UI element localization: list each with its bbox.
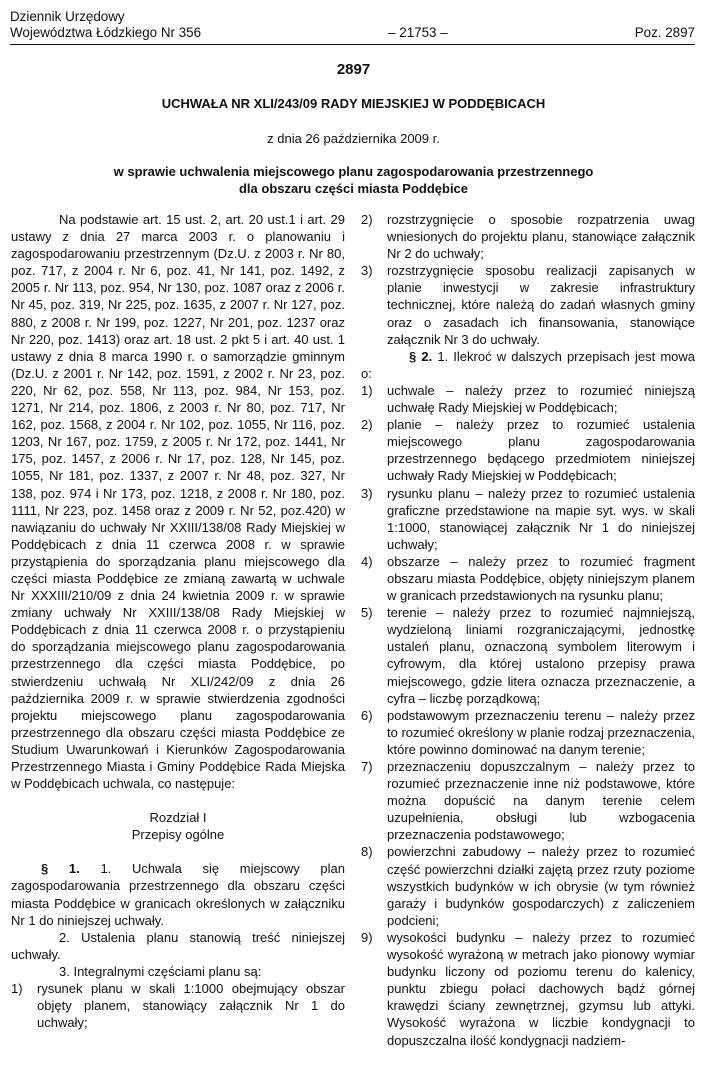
chapter-label: Rozdział I	[149, 810, 207, 826]
list-item-number: 8)	[361, 844, 373, 860]
list-item	[361, 553, 695, 604]
list-item-number: 1)	[11, 981, 23, 997]
list-item-text: powierzchni zabudowy – należy przez to rozumieć część powierzchni działki zajętą przez rzuty poziome wszystkich budynków w ich obrysie (w tym również garaży i budynków gospodarczych) z zaliczeniem podcieni;	[387, 844, 695, 928]
list-item-text: rozstrzygnięcie o sposobie rozpatrzenia uwag wniesionych do projektu planu, stanowiące załącznik Nr 2 do uchwały;	[387, 212, 695, 262]
resolution-title: UCHWAŁA NR XLI/243/09 RADY MIEJSKIEJ W PODDĘBICACH	[161, 96, 546, 111]
header-rule	[10, 44, 695, 45]
section-1-paragraph-2: 2. Ustalenia planu stanowią treść niniejszej uchwały.	[11, 929, 345, 962]
page-header	[10, 9, 695, 41]
section-2-mark: § 2.	[409, 348, 433, 364]
list-item-text: uchwale – należy przez to rozumieć niniejszą uchwałę Rady Miejskiej w Poddębicach;	[387, 382, 695, 416]
right-column	[361, 211, 695, 1049]
list-item	[361, 929, 695, 1049]
list-item	[11, 980, 345, 1031]
list-item-number: 3)	[361, 485, 373, 501]
list-item-number: 4)	[361, 553, 373, 569]
list-item-number: 5)	[361, 605, 373, 621]
list-item-text: podstawowym przeznaczeniu terenu – należy przez to rozumieć określony w planie rodzaj przeznaczenia, które powinno dominować na danym terenie;	[387, 707, 695, 757]
list-item-number: 3)	[361, 263, 373, 279]
chapter-title: Przepisy ogólne	[131, 827, 225, 843]
header-row	[10, 25, 695, 41]
list-item-text: obszarze – należy przez to rozumieć fragment obszaru miasta Poddębice, objęty niniejszym planem w granicach przedstawionych na rysunku planu;	[387, 553, 695, 604]
list-item	[361, 262, 695, 347]
preamble: Na podstawie art. 15 ust. 2, art. 20 ust.1 i art. 29 ustawy z dnia 27 marca 2003 r. o planowaniu i zagospodarowaniu przestrzennym (Dz.U. z 2003 r. Nr 80, poz. 717, z 2004 r. Nr 6, poz. 41, Nr 141, poz. 1492, z 2005 r. Nr 113, poz. 954, Nr 130, poz. 1087 oraz z 2006 r. Nr 45, poz. 319, Nr 225, poz. 1635, z 2007 r. Nr 127, poz. 880, z 2008 r. Nr 199, poz. 1227, Nr 201, poz. 1237 oraz Nr 220, poz. 1413) oraz art. 18 ust. 2 pkt 5 i art. 40 ust. 1 ustawy z dnia 8 marca 1990 r. o samorządzie gminnym (Dz.U. z 2001 r. Nr 142, poz. 1591, z 2002 r. Nr 23, poz. 220, Nr 62, poz. 558, Nr 113, poz. 984, Nr 153, poz. 1271, Nr 214, poz. 1806, z 2003 r. Nr 80, poz. 717, Nr 162, poz. 1568, z 2004 r. Nr 102, poz. 1055, Nr 116, poz. 1203, Nr 167, poz. 1759, z 2005 r. Nr 172, poz. 1441, Nr 175, poz. 1457, z 2006 r. Nr 17, poz. 128, Nr 145, poz. 1055, Nr 181, poz. 1337, z 2007 r. Nr 48, poz. 327, Nr 138, poz. 974 i Nr 173, poz. 1218, z 2008 r. Nr 180, poz. 1111, Nr 223, poz. 1458 oraz z 2009 r. Nr 52, poz.420) w nawiązaniu do uchwały Nr XXIII/138/08 Rady Miejskiej w Poddębicach z dnia 11 czerwca 2008 r. w sprawie przystąpienia do sporządzania planu miejscowego dla części miasta Poddębice ze zmianą zawartą w uchwale Nr XXXIII/210/09 z dnia 24 kwietnia 2009 r. w sprawie zmiany uchwały Nr XXIII/138/08 Rady Miejskiej w Poddębicach z dnia 11 czerwca 2008 r. o przystąpieniu do sporządzania miejscowego planu zagospodarowania przestrzennego dla części miasta Poddębice, po stwierdzeniu uchwałą Nr XLI/242/09 z dnia 26 października 2009 r. w sprawie stwierdzenia zgodności projektu miejscowego planu zagospodarowania przestrzennego dla obszaru części miasta Poddębice ze Studium Uwarunkowań i Kierunków Zagospodarowania Przestrzennego Miasta i Gminy Poddębice Rada Miejska w Poddębicach uchwala, co następuje:	[11, 212, 345, 792]
subject-line-2: dla obszaru części miasta Poddębice	[238, 181, 469, 196]
section-1	[11, 860, 345, 928]
list-item	[361, 707, 695, 758]
list-item-text: rysunku planu – należy przez to rozumieć ustalenia graficzne przedstawione na mapie syt. wys. w skali 1:1000, stanowiącej załącznik Nr 1 do niniejszej uchwały;	[387, 485, 695, 552]
section-1-paragraph-3: 3. Integralnymi częściami planu są:	[59, 963, 262, 979]
journal-name-line1: Dziennik Urzędowy	[10, 9, 125, 24]
list-item-text: przeznaczeniu dopuszczalnym – należy przez to rozumieć przeznaczenie inne niż podstawowe, które można dopuścić na danym terenie celem uzupełnienia, obsługi lub wzbogacenia przeznaczenia podstawowego;	[387, 759, 695, 843]
journal-name-line2: Województwa Łódzkiego Nr 356	[10, 25, 202, 40]
list-item-text: terenie – należy przez to rozumieć najmniejszą, wydzieloną liniami rozgraniczającymi, jednostkę ustaleń planu, oznaczoną symbolem literowym i cyfrowym, dla której ustalono przepisy prawa miejscowego, gdzie litera oznacza przeznaczenie, a cyfra – liczbę porządkową;	[387, 605, 695, 706]
list-item-number: 2)	[361, 212, 373, 227]
list-item	[361, 382, 695, 416]
section-1-text: 1. Uchwala się miejscowy plan zagospodarowania przestrzennego dla obszaru części miasta Poddębice w granicach określonych w załączniku Nr 1 do niniejszej uchwały.	[11, 861, 346, 928]
section-2-text: 1. Ilekroć w dalszych przepisach jest mowa o:	[361, 348, 695, 381]
list-item-number: 1)	[361, 382, 373, 398]
list-item	[361, 485, 695, 553]
list-item	[361, 416, 695, 484]
list-item-text: rysunek planu w skali 1:1000 obejmujący obszar objęty planem, stanowiący załącznik Nr 1 do uchwały;	[37, 981, 345, 1031]
list-item-number: 9)	[361, 929, 373, 945]
section-1-mark: § 1.	[41, 861, 80, 877]
list-item	[361, 604, 695, 707]
list-item-number: 6)	[361, 707, 373, 723]
document-number: 2897	[336, 61, 371, 78]
resolution-subject	[0, 163, 707, 197]
list-item-number: 7)	[361, 759, 373, 774]
list-item-number: 2)	[361, 417, 373, 433]
list-item	[361, 758, 695, 843]
list-item-text: wysokości budynku – należy przez to rozumieć wysokość wyrażoną w metrach jako pionowy wymiar budynku liczony od poziomu terenu do kalenicy, punktu zbiegu połaci dachowych bądź górnej krawędzi ściany zewnętrznej, gzymsu lub attyki. Wysokość wyrażona w liczbie kondygnacji to dopuszczalna ilość kondygnacji nadziem-	[387, 929, 695, 1048]
resolution-date: z dnia 26 października 2009 r.	[267, 131, 440, 146]
section-2	[361, 348, 695, 382]
list-item-text: rozstrzygnięcie sposobu realizacji zapisanych w planie inwestycji w zakresie infrastruktury technicznej, które należą do zadań własnych gminy oraz o zasadach ich finansowania, stanowiące załącznik Nr 3 do uchwały.	[387, 263, 695, 347]
subject-line-1: w sprawie uchwalenia miejscowego planu zagospodarowania przestrzennego	[113, 164, 594, 179]
list-item	[361, 211, 695, 262]
left-column	[11, 211, 345, 1031]
position-number: Poz. 2897	[634, 25, 695, 40]
list-item	[361, 843, 695, 928]
list-item-text: planie – należy przez to rozumieć ustalenia miejscowego planu zagospodarowania przestrzennego będącego przedmiotem niniejszej uchwały Rady Miejskiej w Poddębicach;	[387, 417, 695, 484]
page-number: – 21753 –	[388, 25, 448, 40]
